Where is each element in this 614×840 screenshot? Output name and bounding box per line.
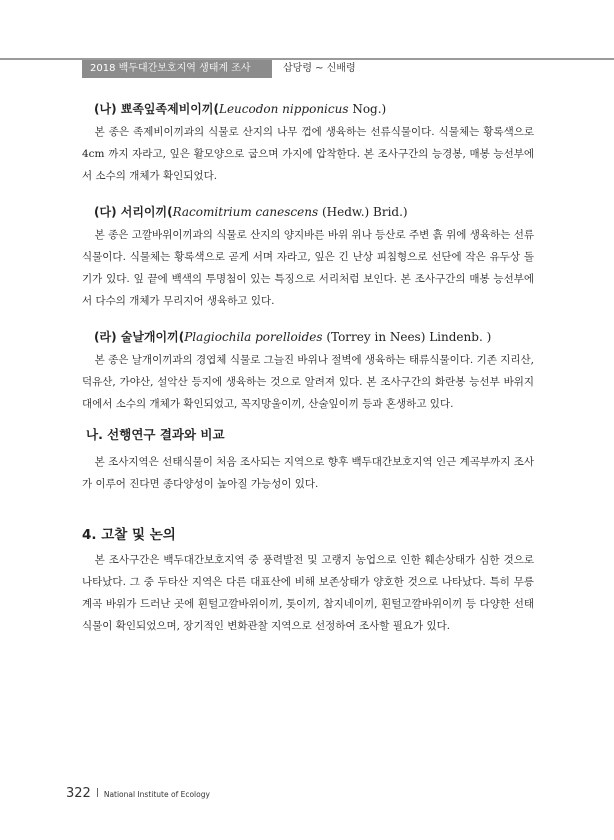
running-header-title: 2018 백두대간보호지역 생태계 조사	[82, 60, 272, 78]
footer-organization: National Institute of Ecology	[103, 790, 210, 799]
species-description-plagiochila: 본 종은 날개이끼과의 경엽체 식물로 그늘진 바위나 절벽에 생육하는 태류식물이다. 기존 지리산, 덕유산, 가야산, 설악산 등지에 생육하는 것으로 알려져 있다. 본 조사구간의 화란봉 능선부 바위지대에서 소수의 개체가 확인되었고, 꼭지망울이끼, 산술잎이끼 등과 혼생하고 있다.	[82, 354, 534, 410]
section-heading-discussion: 4. 고찰 및 논의	[82, 527, 176, 543]
species-description-racomitrium: 본 종은 고깔바위이끼과의 식물로 산지의 양지바른 바위 위나 등산로 주변 흙 위에 생육하는 선류식물이다. 식물체는 황록색으로 곧게 서며 자라고, 잎은 긴 난상 피침형으로 선단에 작은 유두상 돌기가 있다. 잎 끝에 백색의 투명첨이 있는 특징으로 서리처럼 보인다. 본 조사구간의 매봉 능선부에서 다수의 개체가 무리지어 생육하고 있다.	[82, 229, 534, 307]
species-heading-label: (다) 서리이끼(	[94, 205, 173, 219]
species-author: Nog.)	[348, 102, 387, 116]
section-text-discussion: 본 조사구간은 백두대간보호지역 중 풍력발전 및 고랭지 농업으로 인한 훼손상태가 심한 것으로 나타났다. 그 중 두타산 지역은 다른 대표산에 비해 보존상태가 양호한 것으로 나타났다. 특히 무릉계곡 바위가 드러난 곳에 흰털고깔바위이끼, 톳이끼, 참지네이끼, 흰털고깔바위이끼 등 다양한 선태식물이 확인되었으며, 장기적인 변화관찰 지역으로 선정하여 조사할 필요가 있다.	[82, 554, 534, 632]
species-author: (Hedw.) Brid.)	[318, 205, 408, 219]
species-scientific-name: Plagiochila porelloides	[184, 330, 323, 344]
species-heading-label: (라) 술날개이끼(	[94, 330, 185, 344]
page-body	[82, 100, 534, 637]
species-author: (Torrey in Nees) Lindenb. )	[322, 330, 492, 344]
species-heading-label: (나) 뾰족잎족제비이끼(	[94, 102, 219, 116]
species-description-leucodon: 본 종은 족제비이끼과의 식물로 산지의 나무 껍에 생육하는 선류식물이다. 식물체는 황록색으로 4cm 까지 자라고, 잎은 활모양으로 굽으며 가지에 압착한다. 본 조사구간의 능경봉, 매봉 능선부에서 소수의 개체가 확인되었다.	[82, 126, 534, 182]
species-heading-racomitrium	[94, 203, 534, 220]
section-text-prior-research: 본 조사지역은 선태식물이 처음 조사되는 지역으로 향후 백두대간보호지역 인근 계곡부까지 조사가 이루어 진다면 종다양성이 높아질 가능성이 있다.	[82, 456, 534, 490]
species-scientific-name: Racomitrium canescens	[172, 205, 319, 219]
species-heading-plagiochila	[94, 328, 534, 345]
species-heading-leucodon	[94, 100, 534, 117]
section-heading-prior-research: 나. 선행연구 결과와 비교	[86, 427, 225, 442]
footer-divider	[97, 788, 98, 797]
page-footer	[66, 782, 210, 801]
page-number: 322	[66, 786, 91, 801]
species-scientific-name: Leucodon nipponicus	[218, 102, 349, 116]
running-header-subtitle: 삽당령 ~ 신배령	[283, 63, 356, 74]
